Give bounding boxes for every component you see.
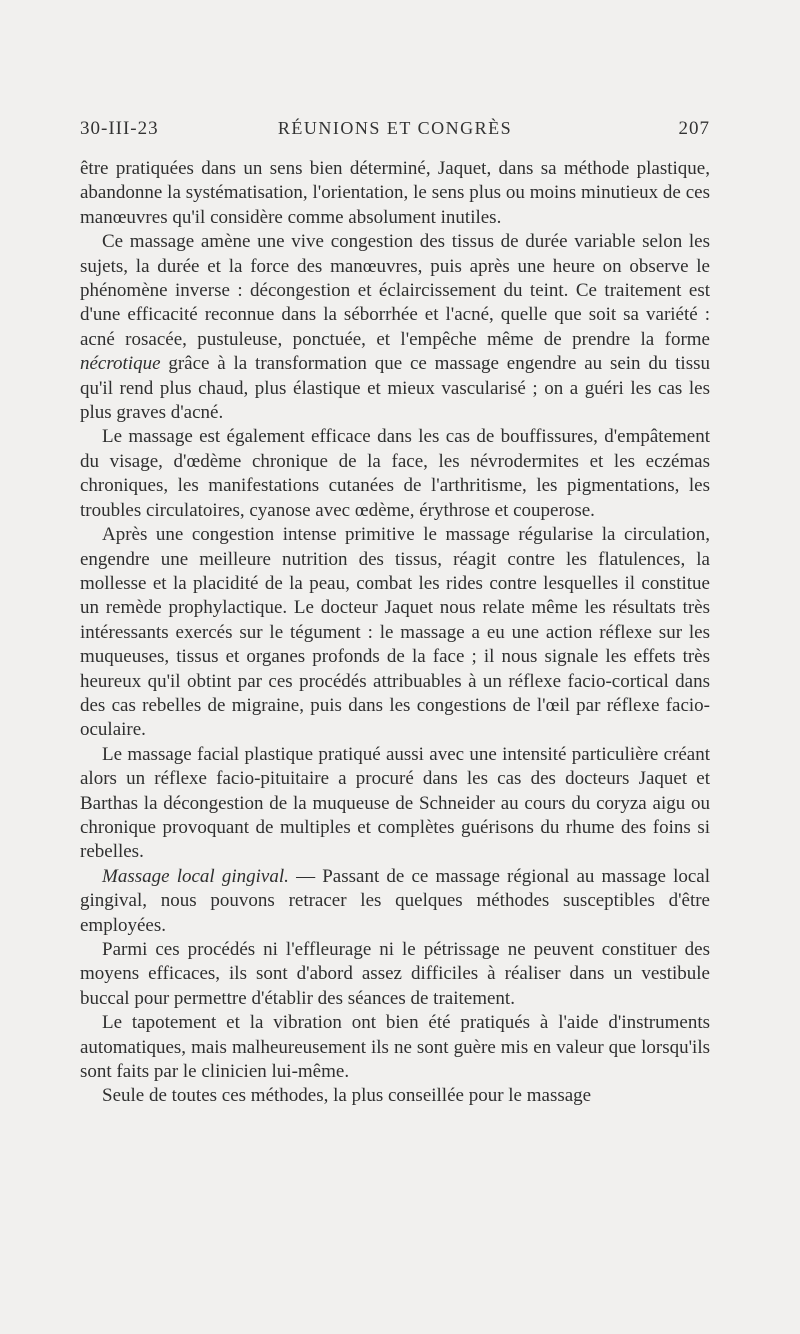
section-heading-italic: Massage local gingival. — [102, 865, 289, 887]
paragraph-5-text: Le massage facial plastique pratiqué aussi avec une intensité particulière créant alors un réflexe facio-pituitaire a procuré dans les cas des docteurs Jaquet et Barthas la décongestion de la muqueuse de Schneider au cours du coryza aigu ou chronique provoquant de multiples et complètes guérisons du rhume des foins si rebelles. — [80, 743, 710, 863]
paragraph-1-text: être pratiquées dans un sens bien déterminé, Jaquet, dans sa méthode plastique, abandonne la systématisation, l'orientation, le sens plus ou moins minutieux de ces manœuvres qu'il considère comme absolument inutiles. — [80, 158, 710, 228]
paragraph-9-text: Seule de toutes ces méthodes, la plus conseillée pour le massage — [102, 1085, 592, 1107]
header-reference: 30-III-23 — [80, 118, 159, 139]
italic-term: nécrotique — [80, 353, 161, 375]
paragraph-8 — [80, 1011, 710, 1084]
paragraph-2-text: Ce massage amène une vive congestion des tissus de durée variable selon les sujets, la durée et la force des manœuvres, puis après une heure on observe le phénomène inverse : décongestion et éclaircissement du teint. Ce traitement est d'une efficacité reconnue dans la séborrhée et l'acné, quelle que soit sa variété : acné rosacée, pustuleuse, ponctuée, et l'empêche même de prendre la forme — [80, 231, 710, 350]
paragraph-7-text: Parmi ces procédés ni l'effleurage ni le pétrissage ne peuvent constituer des moyens efficaces, ils sont d'abord assez difficiles à réaliser dans un vestibule buccal pour permettre d'établir des séances de traitement. — [80, 939, 710, 1009]
paragraph-7 — [80, 938, 710, 1011]
body-text — [80, 157, 710, 1109]
header-title: RÉUNIONS ET CONGRÈS — [277, 118, 513, 138]
paragraph-4-text: Après une congestion intense primitive le massage régularise la circulation, engendre une meilleure nutrition des tissus, réagit contre les flatulences, la mollesse et la placidité de la peau, combat les rides contre lesquelles il constitue un remède prophylactique. Le docteur Jaquet nous relate même les résultats très intéressants exercés sur le tégument : le massage a eu une action réflexe sur les muqueuses, tissus et organes profonds de la face ; il nous signale les effets très heureux qu'il obtint par ces procédés attribuables à un réflexe facio-cortical dans des cas rebelles de migraine, puis dans les congestions de l'œil par réflexe facio-oculaire. — [80, 524, 710, 741]
paragraph-4 — [80, 523, 710, 743]
running-header — [80, 118, 710, 148]
paragraph-6-text: — Passant de ce massage régional au massage local gingival, nous pouvons retracer les quelques méthodes susceptibles d'être employées. — [80, 865, 711, 936]
paragraph-9 — [80, 1084, 710, 1108]
paragraph-8-text: Le tapotement et la vibration ont bien été pratiqués à l'aide d'instruments automatiques, mais malheureusement ils ne sont guère mis en valeur que lorsqu'ils sont faits par le clinicien lui-même. — [80, 1012, 710, 1083]
page-number: 207 — [678, 118, 710, 139]
paragraph-2-text-cont: grâce à la transformation que ce massage engendre au sein du tissu qu'il rend plus chaud, plus élastique et mieux vascularisé ; on a guéri les cas les plus graves d'acné. — [80, 353, 711, 424]
paragraph-5 — [80, 743, 710, 865]
paragraph-2 — [80, 230, 710, 425]
paragraph-6 — [80, 865, 710, 938]
paragraph-3 — [80, 425, 710, 523]
paragraph-1 — [80, 157, 710, 230]
paragraph-3-text: Le massage est également efficace dans les cas de bouffissures, d'empâtement du visage, d'œdème chronique de la face, les névrodermites et les eczémas chroniques, les manifestations cutanées de l'arthritisme, les pigmentations, les troubles circulatoires, cyanose avec œdème, érythrose et couperose. — [80, 426, 710, 521]
